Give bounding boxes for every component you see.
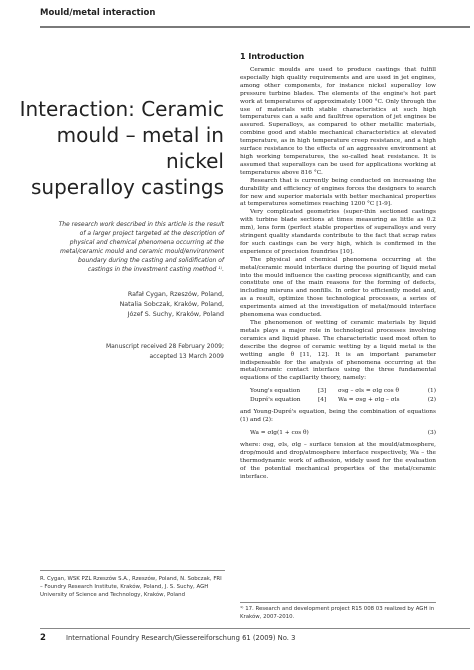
equation-ref: [3] <box>318 388 327 395</box>
equation-number: (3) <box>427 430 436 437</box>
article-title <box>14 96 224 200</box>
affiliation-rule <box>40 570 225 571</box>
received-line: Manuscript received 28 February 2009; <box>105 343 224 350</box>
abstract-line: boundary during the casting and solidification of <box>78 257 224 264</box>
body-paragraph: Ceramic moulds are used to produce castings that fulfill especially high quality requirements and are used in jet engines, among other components, for instance nickel superalloy low pressure turbine blades. The elements of the engine's hot part work at temperatures of approximately 1000 °C. Only through the use of materials with stable characteristics at such high temperatures can a safe and faultfree operation of jet engines be assured. Superalloys, as compared to other metallic materials, combine good and stable mechanical characteristics at elevated temperature, as in high temperature creep resistance, and a high surface resistance to the effects of an aggressive environment at high working temperatures, the so-called heat resistance. It is assumed that superalloys can be used for applications working at temperatures above 816 °C. <box>240 67 436 176</box>
author-line: Rafał Cygan, Rzeszów, Poland, <box>127 291 224 298</box>
abstract-line: physical and chemical phenomena occurring at the <box>69 239 224 246</box>
equation-block <box>240 387 436 405</box>
footnote-rule <box>240 602 436 603</box>
page-header <box>0 0 474 30</box>
author-list <box>14 290 224 320</box>
title-line: superalloy castings <box>31 175 224 199</box>
abstract <box>14 220 224 274</box>
equation-name: Young's equation <box>250 388 301 395</box>
author-affiliations: R. Cygan, WSK PZL Rzeszów S.A., Rzeszów, Poland, N. Sobczak, FRI – Foundry Research Institute, Kraków, Poland, J. S. Suchy, AGH University of Science and Technology, Kraków, Poland <box>40 576 222 598</box>
left-column <box>14 96 224 362</box>
footnote: ¹⁾ 17. Research and development project R15 008 03 realized by AGH in Kraków, 2007-2010. <box>240 606 435 620</box>
body-paragraph: Very complicated geometries (super-thin sectioned castings with turbine blade sections at times measuring as little as 0.2 mm), lens form (perfect stable properties of superalloys and very stringent quality standards contribute to the fact that scrap rates for such castings can be very high, which is confirmed in the experience of precision foundries [10]. <box>240 209 436 255</box>
abstract-line: of a larger project targeted at the description of <box>79 230 224 237</box>
equation-row <box>240 396 436 405</box>
body-paragraph: and Young-Dupré's equation, being the combination of equations (1) and (2): <box>240 409 436 424</box>
equation-name: Dupré's equation <box>250 397 301 404</box>
equation-expression: Wa = σsg + σlg – σls <box>338 397 400 404</box>
abstract-line: metal/ceramic mould and ceramic mould/environment <box>59 248 224 255</box>
body-paragraph: where: σsg, σls, σlg – surface tension at the mould/atmosphere, drop/mould and drop/atmosphere interface respectively, Wa – the thermodynamic work of adhesion, widely used for the evaluation of the potential mechanical properties of the metal/ceramic interface. <box>240 442 436 480</box>
equation-block <box>240 429 436 438</box>
equation-expression: Wa = σlg(1 + cos θ) <box>250 430 309 437</box>
title-line: Interaction: Ceramic <box>19 97 224 121</box>
body-paragraph: The phenomenon of wetting of ceramic materials by liquid metals plays a major role in technological processes involving ceramics and liquid phase. The characteristic used most often to describe the degree of ceramic wetting by a liquid metal is the wetting angle θ [11, 12]. It is an important parameter indispensable for the analysis of phenomena occurring at the metal/ceramic contact interface using the three fundamental equations of the capillarity theory, namely: <box>240 320 436 382</box>
author-line: Natalia Sobczak, Kraków, Poland, <box>119 301 224 308</box>
body-paragraph: The physical and chemical phenomena occurring at the metal/ceramic mould interface during the pouring of liquid metal into the mould influence the casting process significantly, and can constitute one of the main reasons for the forming of defects, including misruns and nonfills. In order to efficiently model and, as a result, optimize those technological processes, a series of experiments aimed at the investigation of metal/mould interface phenomena was conducted. <box>240 256 436 319</box>
journal-citation: International Foundry Research/Giessereiforschung 61 (2009) No. 3 <box>66 634 296 642</box>
equation-ref: [4] <box>318 397 327 404</box>
footer-rule <box>40 628 470 629</box>
received-dates <box>14 342 224 362</box>
section-tag: Mould/metal interaction <box>40 8 156 18</box>
equation-row <box>240 387 436 396</box>
abstract-line: The research work described in this article is the result <box>58 221 224 228</box>
equation-row <box>240 429 436 438</box>
equation-number: (1) <box>427 388 436 395</box>
title-line: mould – metal in nickel <box>56 123 224 173</box>
header-rule <box>40 26 470 28</box>
page-number: 2 <box>40 633 46 643</box>
equation-expression: σsg – σls = σlg cos θ <box>338 388 399 395</box>
accepted-line: accepted 13 March 2009 <box>149 353 224 360</box>
author-line: Józef S. Suchy, Kraków, Poland <box>127 311 224 318</box>
body-paragraph: Research that is currently being conducted on increasing the durability and efficiency of engines forces the designers to search for new and superior materials with better mechanical properties at temperatures sometimes reaching 1200 °C [1-9]. <box>240 177 436 208</box>
abstract-line: castings in the investment casting method ¹⁾. <box>87 266 224 273</box>
right-column <box>240 52 436 482</box>
section-heading: 1 Introduction <box>240 52 305 61</box>
equation-number: (2) <box>427 397 436 404</box>
